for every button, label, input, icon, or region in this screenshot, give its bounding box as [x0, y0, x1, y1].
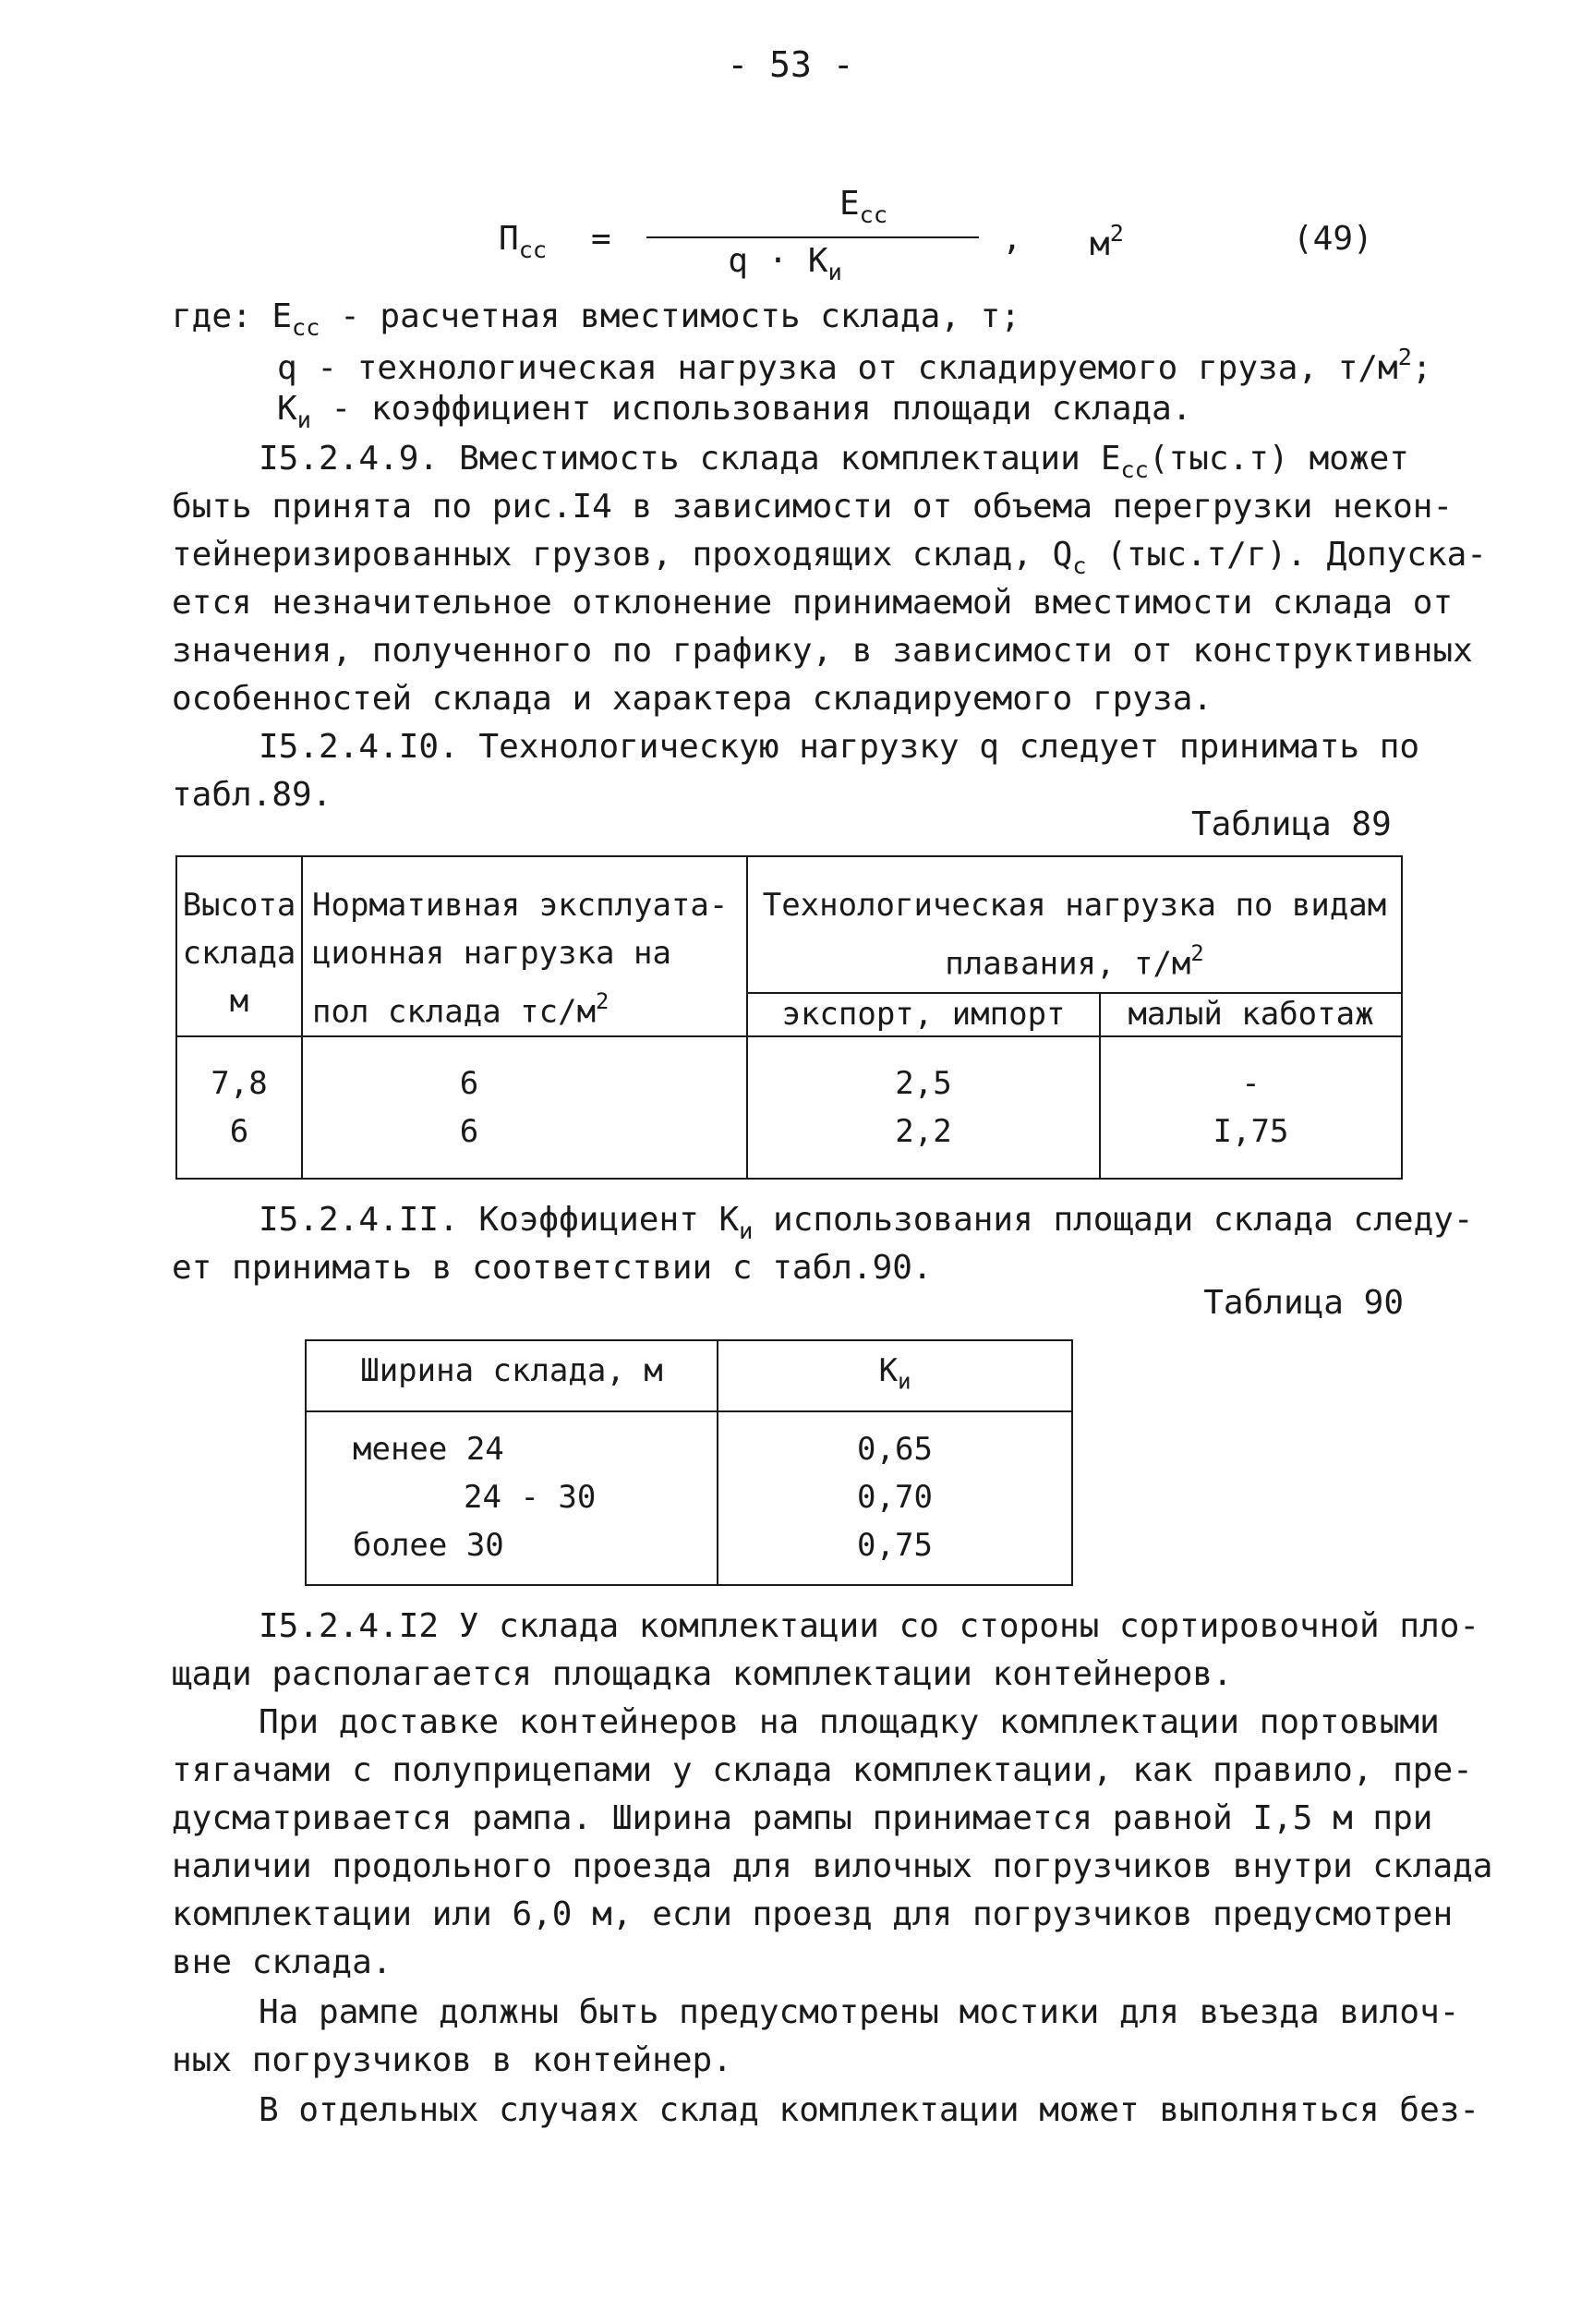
t89-col-height	[176, 1036, 302, 1179]
t89-header-height: Высота склада м	[176, 856, 302, 1036]
para-13-line-5: комплектации или 6,0 м, если проезд для погрузчиков предусмотрен	[172, 1895, 1454, 1933]
para-9-line-3: тейнеризированных грузов, проходящих склад, $Q_с$ (тыс.т/г). Допуска-	[172, 536, 1487, 579]
table-cell: -	[1241, 1065, 1261, 1103]
para-13-line-4: наличии продольного проезда для вилочных погрузчиков внутри склада	[172, 1847, 1493, 1885]
formula-denominator: $q \cdot K_и$	[728, 242, 842, 285]
table-90-caption: Таблица 90	[1203, 1284, 1404, 1322]
table-cell: 0,65	[857, 1431, 933, 1469]
table-89	[175, 855, 1403, 1180]
table-cell: I,75	[1213, 1113, 1289, 1151]
table-90	[305, 1339, 1073, 1586]
table-cell: 6	[229, 1113, 249, 1151]
para-10-line-1: I5.2.4.I0. Технологическую нагрузку q следует принимать по	[259, 728, 1420, 766]
table-cell: 2,2	[895, 1113, 952, 1151]
para-13-line-3: дусматривается рампа. Ширина рампы принимается равной I,5 м при	[172, 1799, 1433, 1837]
t89-col-cabotage	[1100, 1036, 1402, 1179]
formula-49	[499, 185, 1422, 286]
table-cell: менее 24	[353, 1431, 504, 1469]
para-9-line-1: I5.2.4.9. Вместимость склада комплектации $Е_{сс}(тыс.т)$ может	[259, 440, 1409, 483]
para-11-line-1: I5.2.4.II. Коэффициент $К_и$ использования площади склада следу-	[259, 1201, 1474, 1244]
t90-header-width: Ширина склада, м	[306, 1340, 718, 1411]
table-cell: 0,70	[857, 1479, 933, 1517]
para-12-line-1: I5.2.4.I2 У склада комплектации со стороны сортировочной пло-	[259, 1607, 1480, 1645]
t89-col-norm	[302, 1036, 747, 1179]
para-15-line-1: В отдельных случаях склад комплектации может выполняться без-	[259, 2091, 1480, 2129]
table-cell: 6	[459, 1113, 479, 1151]
formula-comma: ,	[1002, 220, 1022, 258]
para-10-line-2: табл.89.	[172, 776, 332, 814]
table-cell: 0,75	[857, 1527, 933, 1565]
table-cell: 24 - 30	[464, 1479, 597, 1517]
formula-equals: =	[591, 220, 611, 258]
def-line-2: q - технологическая нагрузка от складируемого груза, $т/м^2$;	[277, 344, 1432, 388]
t89-col-export	[747, 1036, 1100, 1179]
para-9-line-5: значения, полученного по графику, в зависимости от конструктивных	[172, 632, 1473, 670]
para-9-line-6: особенностей склада и характера складируемого груза.	[172, 680, 1213, 718]
para-12-line-2: щади располагается площадка комплектации контейнеров.	[172, 1655, 1233, 1693]
t90-header-k: $К_и$	[718, 1340, 1072, 1411]
para-13-line-1: При доставке контейнеров на площадку комплектации портовыми	[259, 1703, 1440, 1741]
formula-numerator: $Е_{сс}$	[839, 185, 888, 228]
t89-header-norm-load: Нормативная эксплуата- ционная нагрузка на пол склада $тс/м^2$	[302, 856, 747, 1036]
t89-header-cabotage: малый каботаж	[1100, 993, 1402, 1036]
table-cell: 6	[459, 1065, 479, 1103]
t89-header-export: экспорт, импорт	[747, 993, 1100, 1036]
para-14-line-1: На рампе должны быть предусмотрены мостики для въезда вилоч-	[259, 1993, 1460, 2031]
formula-number: (49)	[1293, 220, 1373, 258]
formula-lhs: $П_{сс}$	[499, 220, 548, 263]
table-cell: 2,5	[895, 1065, 952, 1103]
para-9-line-2: быть принята по рис.I4 в зависимости от объема перегрузки некон-	[172, 488, 1454, 526]
def-line-3: $К_и$ - коэффициент использования площади склада.	[277, 390, 1192, 433]
def-line-1: где: $Е_{сс}$ - расчетная вместимость склада, т;	[172, 297, 1020, 341]
table-cell: 7,8	[211, 1065, 268, 1103]
para-13-line-6: вне склада.	[172, 1943, 392, 1981]
para-9-line-4: ется незначительное отклонение принимаемой вместимости склада от	[172, 584, 1454, 622]
t90-col-k	[718, 1411, 1072, 1585]
page-number: - 53 -	[727, 44, 854, 85]
para-14-line-2: ных погрузчиков в контейнер.	[172, 2041, 732, 2079]
t90-col-width	[306, 1411, 718, 1585]
table-89-caption: Таблица 89	[1191, 805, 1392, 843]
t89-header-tech-load: Технологическая нагрузка по видам плавания, $т/м^2$	[747, 856, 1402, 993]
para-13-line-2: тягачами с полуприцепами у склада комплектации, как правило, пре-	[172, 1751, 1473, 1789]
table-cell: более 30	[353, 1527, 504, 1565]
formula-unit: $м^2$	[1090, 220, 1124, 264]
fraction-bar	[646, 236, 979, 238]
para-11-line-2: ет принимать в соответствии с табл.90.	[172, 1249, 933, 1287]
